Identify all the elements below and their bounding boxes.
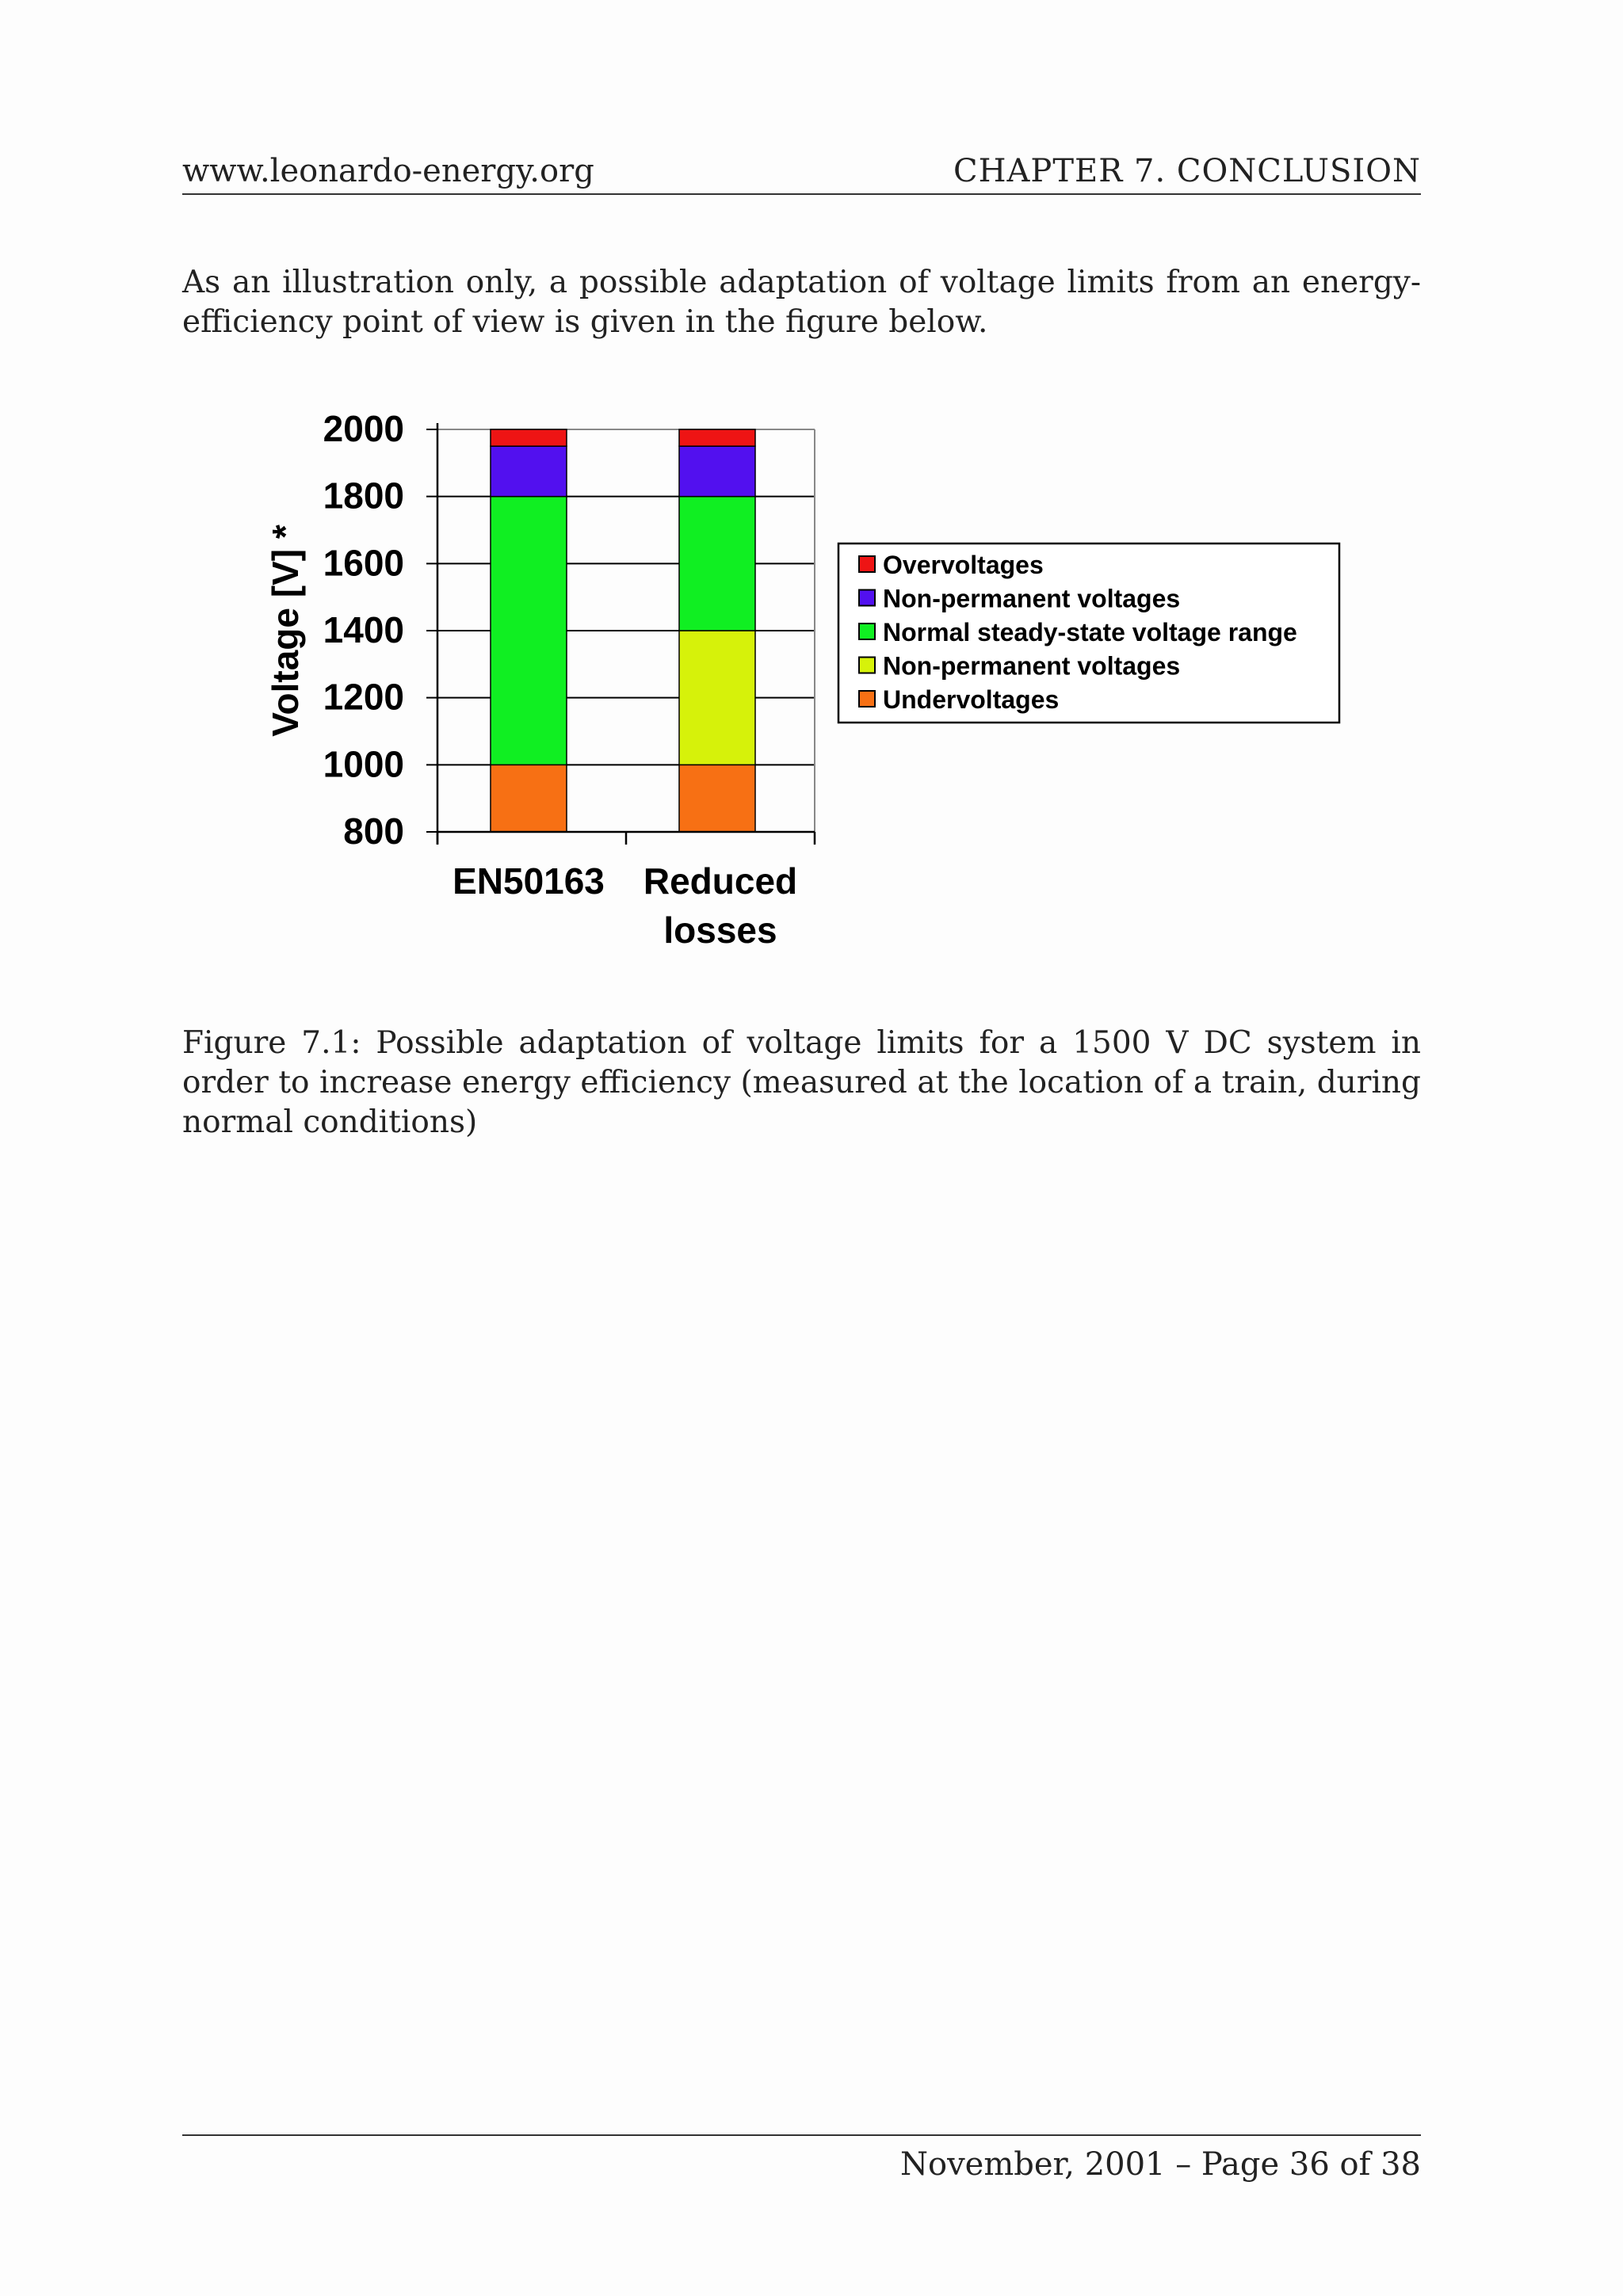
y-tick-label: 800 [343, 810, 404, 852]
bar-segment [679, 497, 755, 631]
intro-paragraph: As an illustration only, a possible adaptation of voltage limits from an energy-efficiency point of view is given in the figure below. [182, 265, 1421, 340]
header-website: www.leonardo-energy.org [182, 153, 594, 189]
y-tick-label: 1000 [323, 743, 404, 785]
bar-segment [491, 497, 567, 765]
legend-label: Non-permanent voltages [883, 651, 1181, 681]
header-rule [182, 193, 1421, 195]
bar-segment [679, 446, 755, 497]
bar-segment [679, 631, 755, 765]
figure-caption: Figure 7.1: Possible adaptation of voltage limits for a 1500 V DC system in order to increase energy efficiency (measured at the location of a train, during normal conditions) [182, 1025, 1421, 1140]
legend-swatch [859, 624, 875, 639]
legend-label: Normal steady-state voltage range [883, 618, 1297, 646]
bar-segment [679, 429, 755, 446]
legend-swatch [859, 556, 875, 572]
y-tick-label: 1600 [323, 542, 404, 584]
y-tick-label: 1200 [323, 676, 404, 718]
y-tick-label: 2000 [323, 408, 404, 449]
voltage-limits-chart [238, 404, 1387, 974]
legend-swatch [859, 691, 875, 707]
bar-segment [679, 765, 755, 832]
x-category-label: EN50163 [453, 860, 605, 902]
bar-segment [491, 446, 567, 497]
y-tick-label: 1800 [323, 475, 404, 517]
y-tick-label: 1400 [323, 609, 404, 650]
legend-label: Overvoltages [883, 551, 1044, 579]
footer-rule [182, 2134, 1421, 2136]
legend-label: Undervoltages [883, 685, 1060, 714]
y-axis-label: Voltage [V] * [265, 524, 306, 737]
legend-label: Non-permanent voltages [883, 584, 1181, 613]
legend-swatch [859, 658, 875, 673]
legend-swatch [859, 590, 875, 606]
bar-segment [491, 765, 567, 832]
bar-segment [491, 429, 567, 446]
page-footer: November, 2001 – Page 36 of 38 [899, 2146, 1421, 2183]
x-category-label: Reduced [643, 860, 798, 902]
header-chapter: CHAPTER 7. CONCLUSION [953, 153, 1421, 189]
x-category-label: losses [663, 910, 777, 951]
